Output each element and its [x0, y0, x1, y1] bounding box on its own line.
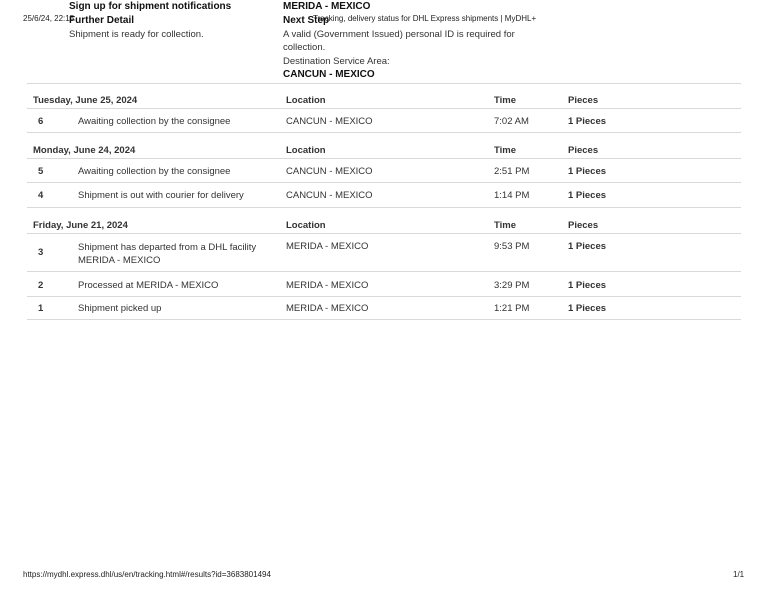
- print-url: https://mydhl.express.dhl/us/en/tracking.html#/results?id=3683801494: [23, 570, 271, 579]
- event-time: 7:02 AM: [494, 116, 529, 127]
- next-step-text: A valid (Government Issued) personal ID is required for collection.: [283, 29, 515, 53]
- event-location: MERIDA - MEXICO: [286, 241, 369, 252]
- origin-service-area: MERIDA - MEXICO: [283, 1, 371, 12]
- event-location: CANCUN - MEXICO: [286, 166, 373, 177]
- column-location-header: Location: [286, 220, 326, 231]
- column-location-header: Location: [286, 145, 326, 156]
- event-description: Awaiting collection by the consignee: [78, 116, 231, 127]
- divider: [27, 233, 741, 234]
- column-pieces-header: Pieces: [568, 220, 599, 231]
- divider: [27, 296, 741, 297]
- group-date: Monday, June 24, 2024: [33, 145, 136, 156]
- column-time-header: Time: [494, 95, 517, 106]
- divider: [27, 108, 741, 109]
- print-datetime: 25/6/24, 22:15: [23, 14, 75, 23]
- event-pieces: 1 Pieces: [568, 190, 607, 201]
- column-pieces-header: Pieces: [568, 95, 599, 106]
- group-date: Tuesday, June 25, 2024: [33, 95, 138, 106]
- divider: [27, 132, 741, 133]
- event-pieces: 1 Pieces: [568, 280, 607, 291]
- event-location: CANCUN - MEXICO: [286, 190, 373, 201]
- event-pieces: 1 Pieces: [568, 116, 607, 127]
- destination-label: Destination Service Area:: [283, 56, 390, 67]
- event-number: 2: [38, 280, 44, 291]
- next-step-title: Next Step: [283, 15, 330, 26]
- event-number: 4: [38, 190, 44, 201]
- event-time: 3:29 PM: [494, 280, 530, 291]
- group-date: Friday, June 21, 2024: [33, 220, 128, 231]
- event-pieces: 1 Pieces: [568, 166, 607, 177]
- event-description: Processed at MERIDA - MEXICO: [78, 280, 219, 291]
- event-number: 3: [38, 247, 44, 258]
- event-number: 5: [38, 166, 44, 177]
- print-page-number: 1/1: [733, 570, 745, 579]
- event-number: 1: [38, 303, 44, 314]
- event-location: MERIDA - MEXICO: [286, 303, 369, 314]
- event-description: Shipment is out with courier for delivery: [78, 190, 244, 201]
- event-time: 9:53 PM: [494, 241, 530, 252]
- divider: [27, 158, 741, 159]
- destination-value: CANCUN - MEXICO: [283, 69, 375, 80]
- event-time: 1:14 PM: [494, 190, 530, 201]
- further-detail-title: Further Detail: [69, 15, 135, 26]
- event-location: MERIDA - MEXICO: [286, 280, 369, 291]
- column-time-header: Time: [494, 145, 517, 156]
- event-pieces: 1 Pieces: [568, 303, 607, 314]
- divider: [27, 319, 741, 320]
- event-pieces: 1 Pieces: [568, 241, 607, 252]
- event-description: Shipment picked up: [78, 303, 162, 314]
- event-location: CANCUN - MEXICO: [286, 116, 373, 127]
- divider: [27, 182, 741, 183]
- further-detail-text: Shipment is ready for collection.: [69, 29, 204, 40]
- column-time-header: Time: [494, 220, 517, 231]
- divider: [27, 83, 741, 84]
- column-location-header: Location: [286, 95, 326, 106]
- signup-notifications-link[interactable]: Sign up for shipment notifications: [69, 1, 232, 12]
- event-number: 6: [38, 116, 44, 127]
- event-description: Shipment has departed from a DHL facility MERIDA - MEXICO: [78, 242, 257, 266]
- divider: [27, 207, 741, 208]
- column-pieces-header: Pieces: [568, 145, 599, 156]
- event-time: 2:51 PM: [494, 166, 530, 177]
- divider: [27, 271, 741, 272]
- event-time: 1:21 PM: [494, 303, 530, 314]
- event-description: Awaiting collection by the consignee: [78, 166, 231, 177]
- print-page-title: Tracking, delivery status for DHL Express shipments | MyDHL+: [313, 14, 537, 23]
